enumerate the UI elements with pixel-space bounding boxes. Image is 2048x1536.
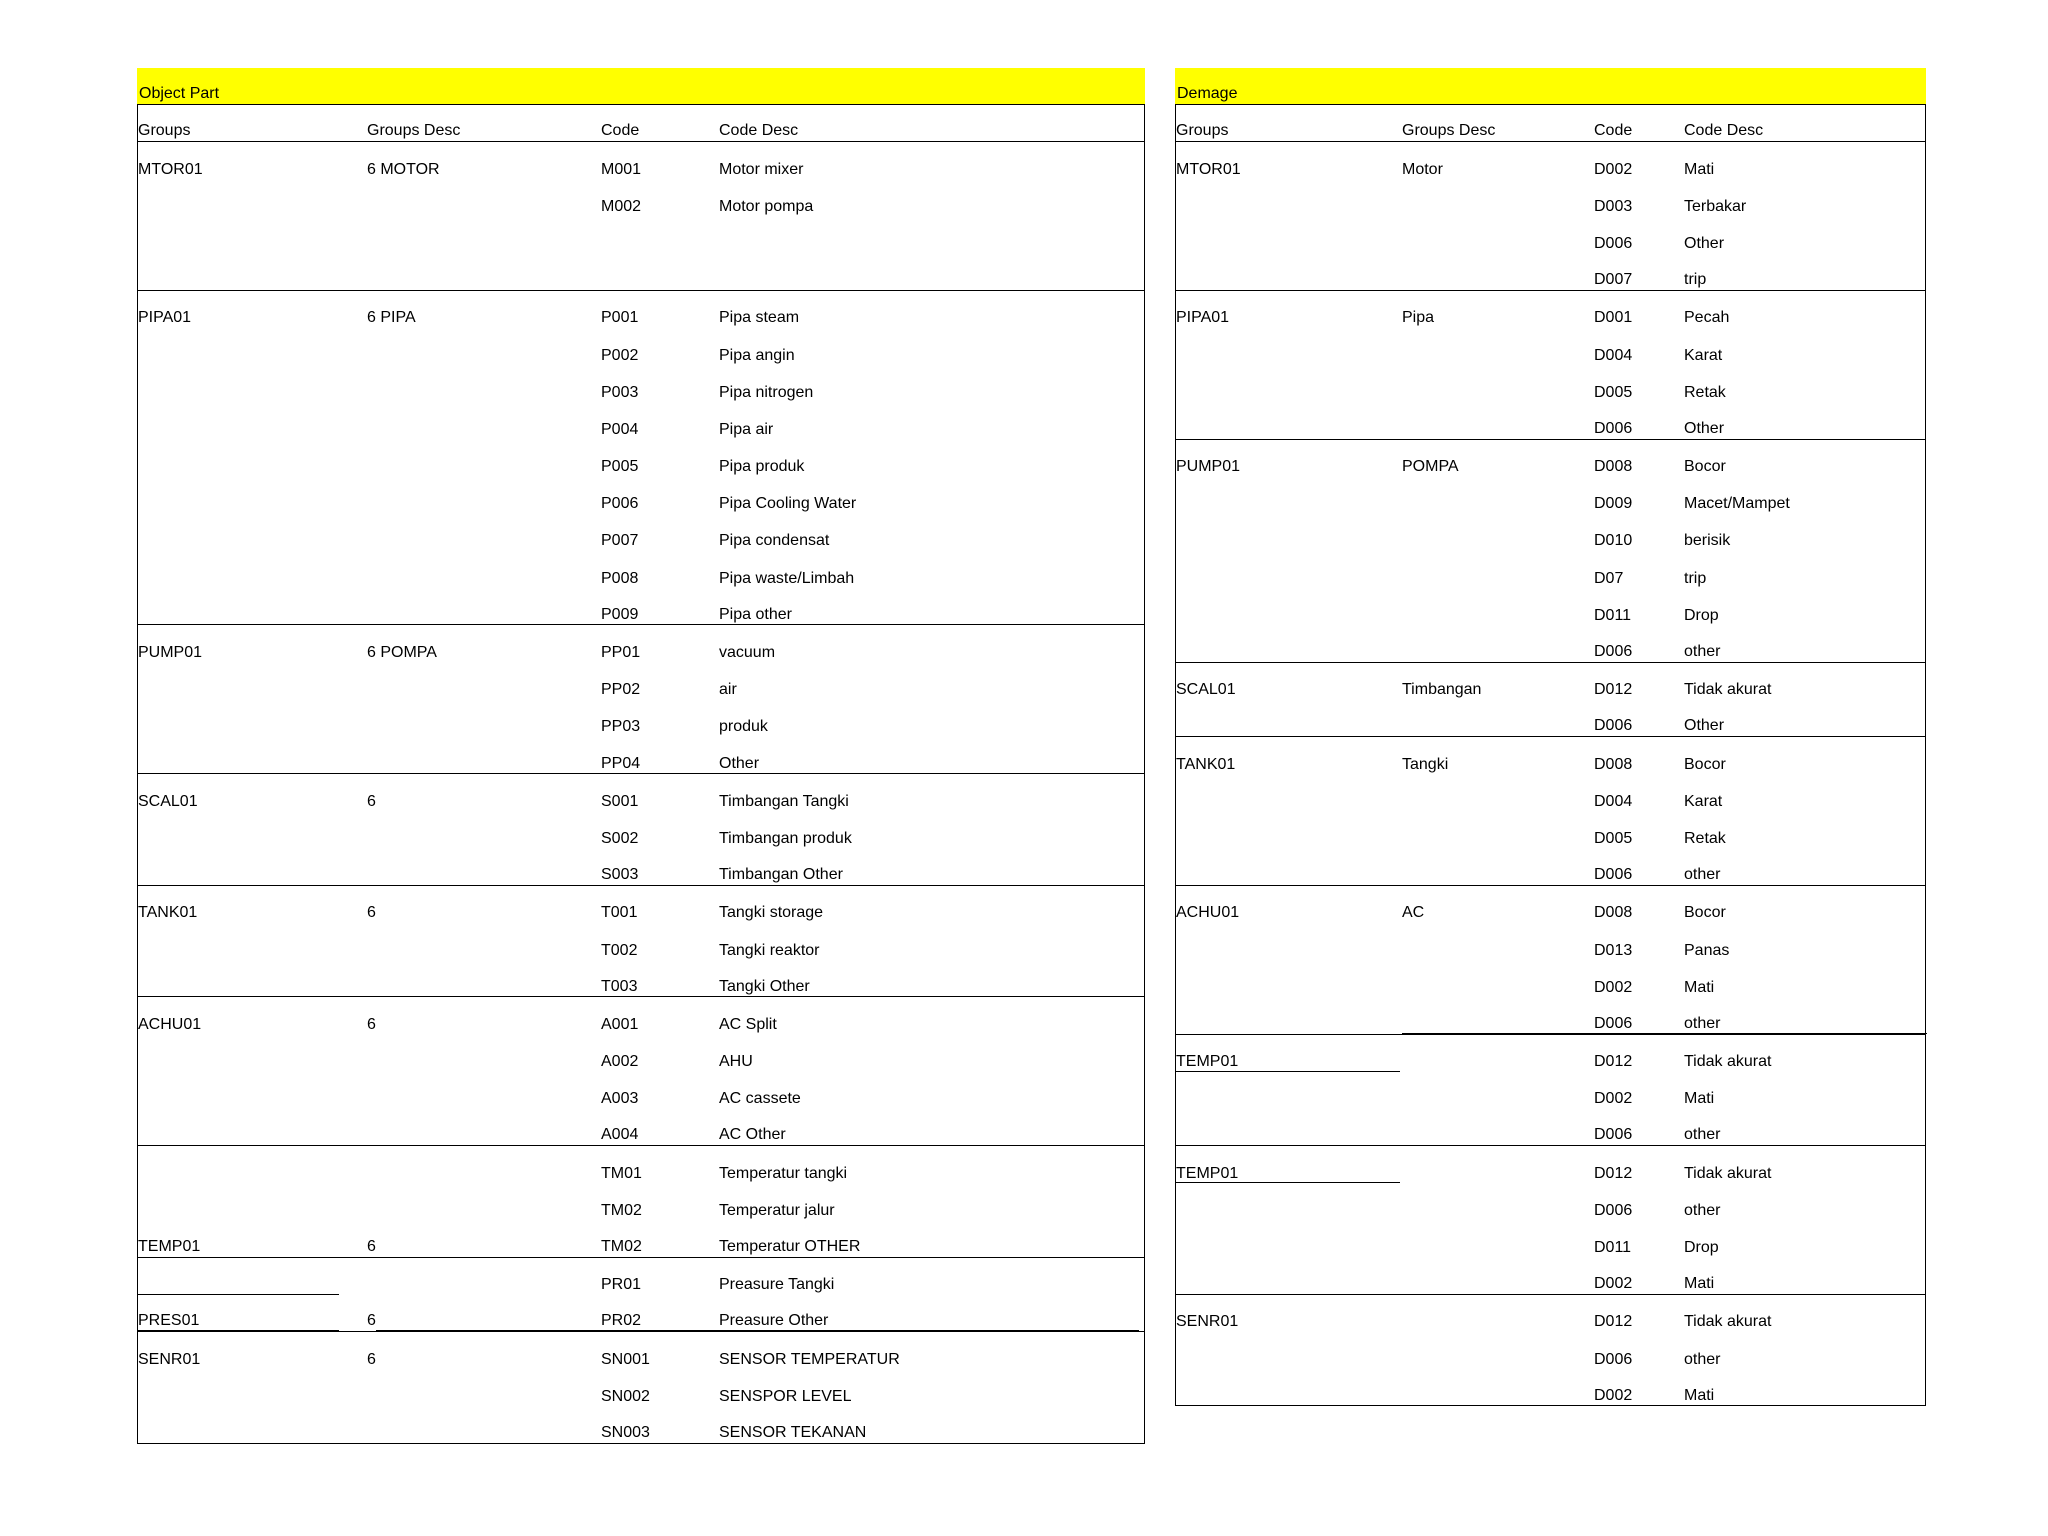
table-row — [138, 997, 1144, 1034]
code-desc-cell: Pipa other — [719, 605, 792, 623]
code-cell: D009 — [1594, 495, 1633, 513]
code-cell: D002 — [1594, 1090, 1633, 1108]
code-cell: D002 — [1594, 978, 1633, 996]
table-row — [138, 440, 1144, 477]
code-desc-cell: Timbangan Tangki — [719, 792, 849, 810]
table-row — [1176, 551, 1925, 588]
table-row — [1176, 1146, 1925, 1183]
code-desc-cell: Pipa condensat — [719, 532, 830, 550]
group-cell: TEMP01 — [1176, 1164, 1239, 1182]
group-desc-cell: 6 — [367, 1238, 376, 1256]
table-row — [1176, 1035, 1925, 1072]
table-row — [138, 700, 1144, 737]
code-cell: SN002 — [601, 1387, 650, 1405]
table-row — [1176, 514, 1925, 551]
code-desc-cell: trip — [1684, 569, 1707, 587]
code-desc-cell: Karat — [1684, 346, 1723, 364]
header-code-desc: Code Desc — [719, 122, 799, 140]
code-desc-cell: Drop — [1684, 1239, 1719, 1257]
table-row — [1176, 1109, 1925, 1146]
code-cell: D002 — [1594, 160, 1633, 178]
code-cell: D006 — [1594, 643, 1633, 661]
code-desc-cell: Preasure Other — [719, 1312, 829, 1330]
table-row — [138, 551, 1144, 588]
table-row — [1176, 142, 1925, 179]
code-cell: PP02 — [601, 681, 641, 699]
group-desc-cell: POMPA — [1402, 458, 1459, 476]
code-cell: D006 — [1594, 419, 1633, 437]
code-desc-cell: Other — [1684, 234, 1725, 252]
group-desc-cell: AC — [1402, 904, 1425, 922]
group-desc-cell: 6 — [367, 904, 376, 922]
code-cell: PP01 — [601, 644, 641, 662]
code-cell: P001 — [601, 309, 639, 327]
code-desc-cell: Motor pompa — [719, 197, 814, 215]
code-cell: D010 — [1594, 532, 1633, 550]
table-row — [138, 514, 1144, 551]
group-desc-cell: Tangki — [1402, 755, 1449, 773]
table-row — [1176, 1332, 1925, 1369]
group-cell: TANK01 — [1176, 755, 1236, 773]
code-cell: D006 — [1594, 1014, 1633, 1032]
table-row — [1176, 960, 1925, 997]
table-row — [1176, 365, 1925, 402]
table-row — [1176, 1072, 1925, 1109]
code-cell: PR02 — [601, 1312, 642, 1330]
table-row — [138, 179, 1144, 216]
code-cell: D002 — [1594, 1386, 1633, 1404]
code-cell: T001 — [601, 904, 638, 922]
group-desc-cell: 6 — [367, 1350, 376, 1368]
code-cell: P002 — [601, 346, 639, 364]
code-desc-cell: berisik — [1684, 532, 1731, 550]
code-desc-cell: Bocor — [1684, 904, 1726, 922]
table-row — [1176, 179, 1925, 216]
table-row — [138, 663, 1144, 700]
code-cell: D012 — [1594, 1164, 1633, 1182]
code-cell: D013 — [1594, 941, 1633, 959]
code-desc-cell: vacuum — [719, 644, 776, 662]
table-row — [138, 849, 1144, 886]
group-cell: SENR01 — [138, 1350, 201, 1368]
code-desc-cell: SENSPOR LEVEL — [719, 1387, 852, 1405]
code-desc-cell: other — [1684, 1126, 1721, 1144]
code-cell: D012 — [1594, 1053, 1633, 1071]
code-desc-cell: Pipa air — [719, 420, 774, 438]
code-cell: D002 — [1594, 1275, 1633, 1293]
code-desc-cell: AHU — [719, 1053, 753, 1071]
table-row — [138, 625, 1144, 662]
code-desc-cell: Bocor — [1684, 755, 1726, 773]
table-row — [138, 142, 1144, 179]
code-cell: SN003 — [601, 1423, 650, 1441]
code-cell: M001 — [601, 160, 642, 178]
code-cell: D006 — [1594, 1201, 1633, 1219]
table-row — [138, 328, 1144, 365]
table-row — [1176, 774, 1925, 811]
code-cell: PP04 — [601, 754, 641, 772]
code-desc-cell: air — [719, 681, 737, 699]
code-desc-cell: Pecah — [1684, 309, 1730, 327]
table-row — [1176, 1183, 1925, 1220]
code-desc-cell: Mati — [1684, 160, 1715, 178]
object-part-title: Object Part — [139, 85, 220, 102]
demage-title: Demage — [1177, 85, 1238, 102]
group-desc-cell: Timbangan — [1402, 681, 1482, 699]
code-desc-cell: Retak — [1684, 383, 1726, 401]
code-cell: P004 — [601, 420, 639, 438]
demage-table — [1175, 68, 1926, 1406]
code-desc-cell: produk — [719, 718, 768, 736]
table-row — [1176, 1369, 1925, 1406]
code-desc-cell: Tidak akurat — [1684, 1164, 1772, 1182]
code-desc-cell: Tidak akurat — [1684, 681, 1772, 699]
code-desc-cell: Tangki Other — [719, 977, 810, 995]
table-row — [138, 1183, 1144, 1220]
group-cell: ACHU01 — [138, 1015, 202, 1033]
table-row — [1176, 1295, 1925, 1332]
code-cell: D007 — [1594, 271, 1633, 289]
table-row — [138, 1258, 1144, 1295]
cell-underline — [138, 1330, 339, 1331]
table-row — [1176, 700, 1925, 737]
group-cell: SCAL01 — [138, 792, 198, 810]
code-cell: S003 — [601, 866, 639, 884]
group-cell: TEMP01 — [1176, 1053, 1239, 1071]
code-desc-cell: Temperatur OTHER — [719, 1238, 861, 1256]
table-row — [1176, 663, 1925, 700]
code-desc-cell: Preasure Tangki — [719, 1276, 835, 1294]
code-desc-cell: Drop — [1684, 606, 1719, 624]
table-row — [1176, 1258, 1925, 1295]
table-row — [138, 477, 1144, 514]
table-row — [1176, 625, 1925, 662]
group-desc-cell: Motor — [1402, 160, 1443, 178]
table-row — [138, 588, 1144, 625]
object-part-rows — [137, 142, 1145, 1444]
object-part-title-bar — [137, 68, 1145, 105]
code-cell: D004 — [1594, 346, 1633, 364]
table-row — [1176, 291, 1925, 328]
table-row — [138, 1146, 1144, 1183]
code-cell: D008 — [1594, 755, 1633, 773]
table-row — [1176, 254, 1925, 291]
group-cell: PIPA01 — [138, 309, 192, 327]
code-desc-cell: AC cassete — [719, 1090, 801, 1108]
header-groups-desc: Groups Desc — [367, 122, 461, 140]
code-cell: D008 — [1594, 904, 1633, 922]
code-cell: T003 — [601, 977, 638, 995]
group-cell: PUMP01 — [138, 644, 203, 662]
code-cell: PP03 — [601, 718, 641, 736]
code-cell: SN001 — [601, 1350, 650, 1368]
object-part-header-row — [137, 105, 1145, 142]
table-row — [138, 1035, 1144, 1072]
code-desc-cell: SENSOR TEMPERATUR — [719, 1350, 900, 1368]
group-desc-cell: 6 POMPA — [367, 644, 437, 662]
code-cell: D005 — [1594, 383, 1633, 401]
group-cell: SCAL01 — [1176, 681, 1236, 699]
code-desc-cell: Tidak akurat — [1684, 1053, 1772, 1071]
demage-title-bar — [1175, 68, 1926, 105]
demage-header-row — [1175, 105, 1926, 142]
table-row — [1176, 923, 1925, 960]
code-desc-cell: Pipa nitrogen — [719, 383, 814, 401]
group-desc-cell: 6 — [367, 792, 376, 810]
code-desc-cell: Other — [719, 754, 760, 772]
table-row — [1176, 997, 1925, 1034]
table-row — [138, 774, 1144, 811]
code-cell: P009 — [601, 605, 639, 623]
table-row — [138, 402, 1144, 439]
group-cell: PRES01 — [138, 1312, 200, 1330]
code-cell: D006 — [1594, 717, 1633, 735]
code-cell: P008 — [601, 569, 639, 587]
table-row — [138, 254, 1144, 291]
code-desc-cell: Retak — [1684, 829, 1726, 847]
code-cell: D001 — [1594, 309, 1633, 327]
table-row — [138, 886, 1144, 923]
table-row — [138, 960, 1144, 997]
group-cell: SENR01 — [1176, 1313, 1239, 1331]
table-row — [138, 1220, 1144, 1257]
code-desc-cell: Pipa angin — [719, 346, 795, 364]
code-cell: P006 — [601, 495, 639, 513]
header-groups: Groups — [138, 122, 191, 140]
table-row — [1176, 588, 1925, 625]
code-desc-cell: Other — [1684, 419, 1725, 437]
code-desc-cell: Mati — [1684, 1090, 1715, 1108]
code-desc-cell: Other — [1684, 717, 1725, 735]
header-groups: Groups — [1176, 122, 1229, 140]
code-cell: S001 — [601, 792, 639, 810]
code-desc-cell: Timbangan Other — [719, 866, 843, 884]
code-desc-cell: SENSOR TEKANAN — [719, 1423, 867, 1441]
code-desc-cell: Tangki storage — [719, 904, 824, 922]
group-desc-cell: 6 MOTOR — [367, 160, 440, 178]
code-cell: D012 — [1594, 1313, 1633, 1331]
code-cell: S002 — [601, 829, 639, 847]
code-cell: D005 — [1594, 829, 1633, 847]
code-cell: TM02 — [601, 1201, 642, 1219]
code-desc-cell: Terbakar — [1684, 197, 1747, 215]
code-cell: TM02 — [601, 1238, 642, 1256]
code-cell: D006 — [1594, 866, 1633, 884]
code-desc-cell: Temperatur jalur — [719, 1201, 835, 1219]
code-cell: D006 — [1594, 1126, 1633, 1144]
code-desc-cell: trip — [1684, 271, 1707, 289]
table-row — [138, 1109, 1144, 1146]
group-cell: MTOR01 — [1176, 160, 1241, 178]
table-row — [1176, 1220, 1925, 1257]
table-row — [1176, 440, 1925, 477]
group-cell: ACHU01 — [1176, 904, 1240, 922]
table-row — [1176, 402, 1925, 439]
group-desc-cell: 6 PIPA — [367, 309, 416, 327]
header-code: Code — [601, 122, 640, 140]
code-desc-cell: Pipa Cooling Water — [719, 495, 857, 513]
table-row — [138, 1332, 1144, 1369]
code-cell: A002 — [601, 1053, 639, 1071]
code-desc-cell: Temperatur tangki — [719, 1164, 848, 1182]
table-row — [1176, 737, 1925, 774]
table-row — [138, 1072, 1144, 1109]
table-row — [138, 291, 1144, 328]
code-cell: D004 — [1594, 792, 1633, 810]
table-row — [138, 1406, 1144, 1443]
cell-underline — [376, 1330, 1139, 1331]
code-desc-cell: Mati — [1684, 978, 1715, 996]
code-cell: D07 — [1594, 569, 1624, 587]
group-desc-cell: Pipa — [1402, 309, 1435, 327]
header-code: Code — [1594, 122, 1633, 140]
code-cell: D012 — [1594, 681, 1633, 699]
table-row — [138, 811, 1144, 848]
group-cell: TANK01 — [138, 904, 198, 922]
demage-rows — [1175, 142, 1926, 1406]
code-cell: TM01 — [601, 1164, 642, 1182]
code-cell: T002 — [601, 941, 638, 959]
code-desc-cell: other — [1684, 1201, 1721, 1219]
code-cell: D006 — [1594, 234, 1633, 252]
table-row — [138, 1369, 1144, 1406]
table-row — [1176, 886, 1925, 923]
code-desc-cell: Tidak akurat — [1684, 1313, 1772, 1331]
table-row — [138, 737, 1144, 774]
object-part-table — [137, 68, 1145, 1444]
code-cell: A004 — [601, 1126, 639, 1144]
code-desc-cell: other — [1684, 643, 1721, 661]
code-cell: D011 — [1594, 1239, 1632, 1257]
group-cell: PUMP01 — [1176, 458, 1241, 476]
code-cell: D011 — [1594, 606, 1632, 624]
code-desc-cell: AC Other — [719, 1126, 786, 1144]
code-desc-cell: Motor mixer — [719, 160, 804, 178]
cell-underline — [1402, 1033, 1927, 1034]
table-row — [138, 216, 1144, 253]
header-groups-desc: Groups Desc — [1402, 122, 1496, 140]
code-cell: PR01 — [601, 1276, 642, 1294]
code-desc-cell: Panas — [1684, 941, 1730, 959]
code-desc-cell: Pipa waste/Limbah — [719, 569, 855, 587]
code-desc-cell: Pipa produk — [719, 458, 805, 476]
table-row — [138, 365, 1144, 402]
table-row — [1176, 849, 1925, 886]
table-row — [1176, 216, 1925, 253]
table-row — [138, 923, 1144, 960]
group-cell: MTOR01 — [138, 160, 203, 178]
code-desc-cell: Mati — [1684, 1386, 1715, 1404]
code-desc-cell: other — [1684, 1350, 1721, 1368]
table-row — [1176, 328, 1925, 365]
group-desc-cell: 6 — [367, 1312, 376, 1330]
code-cell: P003 — [601, 383, 639, 401]
group-cell: PIPA01 — [1176, 309, 1230, 327]
group-desc-cell: 6 — [367, 1015, 376, 1033]
code-cell: P005 — [601, 458, 639, 476]
code-desc-cell: Macet/Mampet — [1684, 495, 1790, 513]
code-cell: D006 — [1594, 1350, 1633, 1368]
code-cell: P007 — [601, 532, 639, 550]
code-desc-cell: Karat — [1684, 792, 1723, 810]
group-cell: TEMP01 — [138, 1238, 201, 1256]
code-desc-cell: Pipa steam — [719, 309, 800, 327]
code-desc-cell: Tangki reaktor — [719, 941, 820, 959]
code-cell: A001 — [601, 1015, 639, 1033]
table-row — [1176, 811, 1925, 848]
code-desc-cell: Bocor — [1684, 458, 1726, 476]
code-desc-cell: Mati — [1684, 1275, 1715, 1293]
code-cell: A003 — [601, 1090, 639, 1108]
code-desc-cell: other — [1684, 866, 1721, 884]
code-cell: D008 — [1594, 458, 1633, 476]
code-cell: D003 — [1594, 197, 1633, 215]
code-desc-cell: other — [1684, 1014, 1721, 1032]
code-cell: M002 — [601, 197, 642, 215]
table-row — [138, 1295, 1144, 1332]
table-row — [1176, 477, 1925, 514]
code-desc-cell: Timbangan produk — [719, 829, 852, 847]
code-desc-cell: AC Split — [719, 1015, 777, 1033]
header-code-desc: Code Desc — [1684, 122, 1764, 140]
